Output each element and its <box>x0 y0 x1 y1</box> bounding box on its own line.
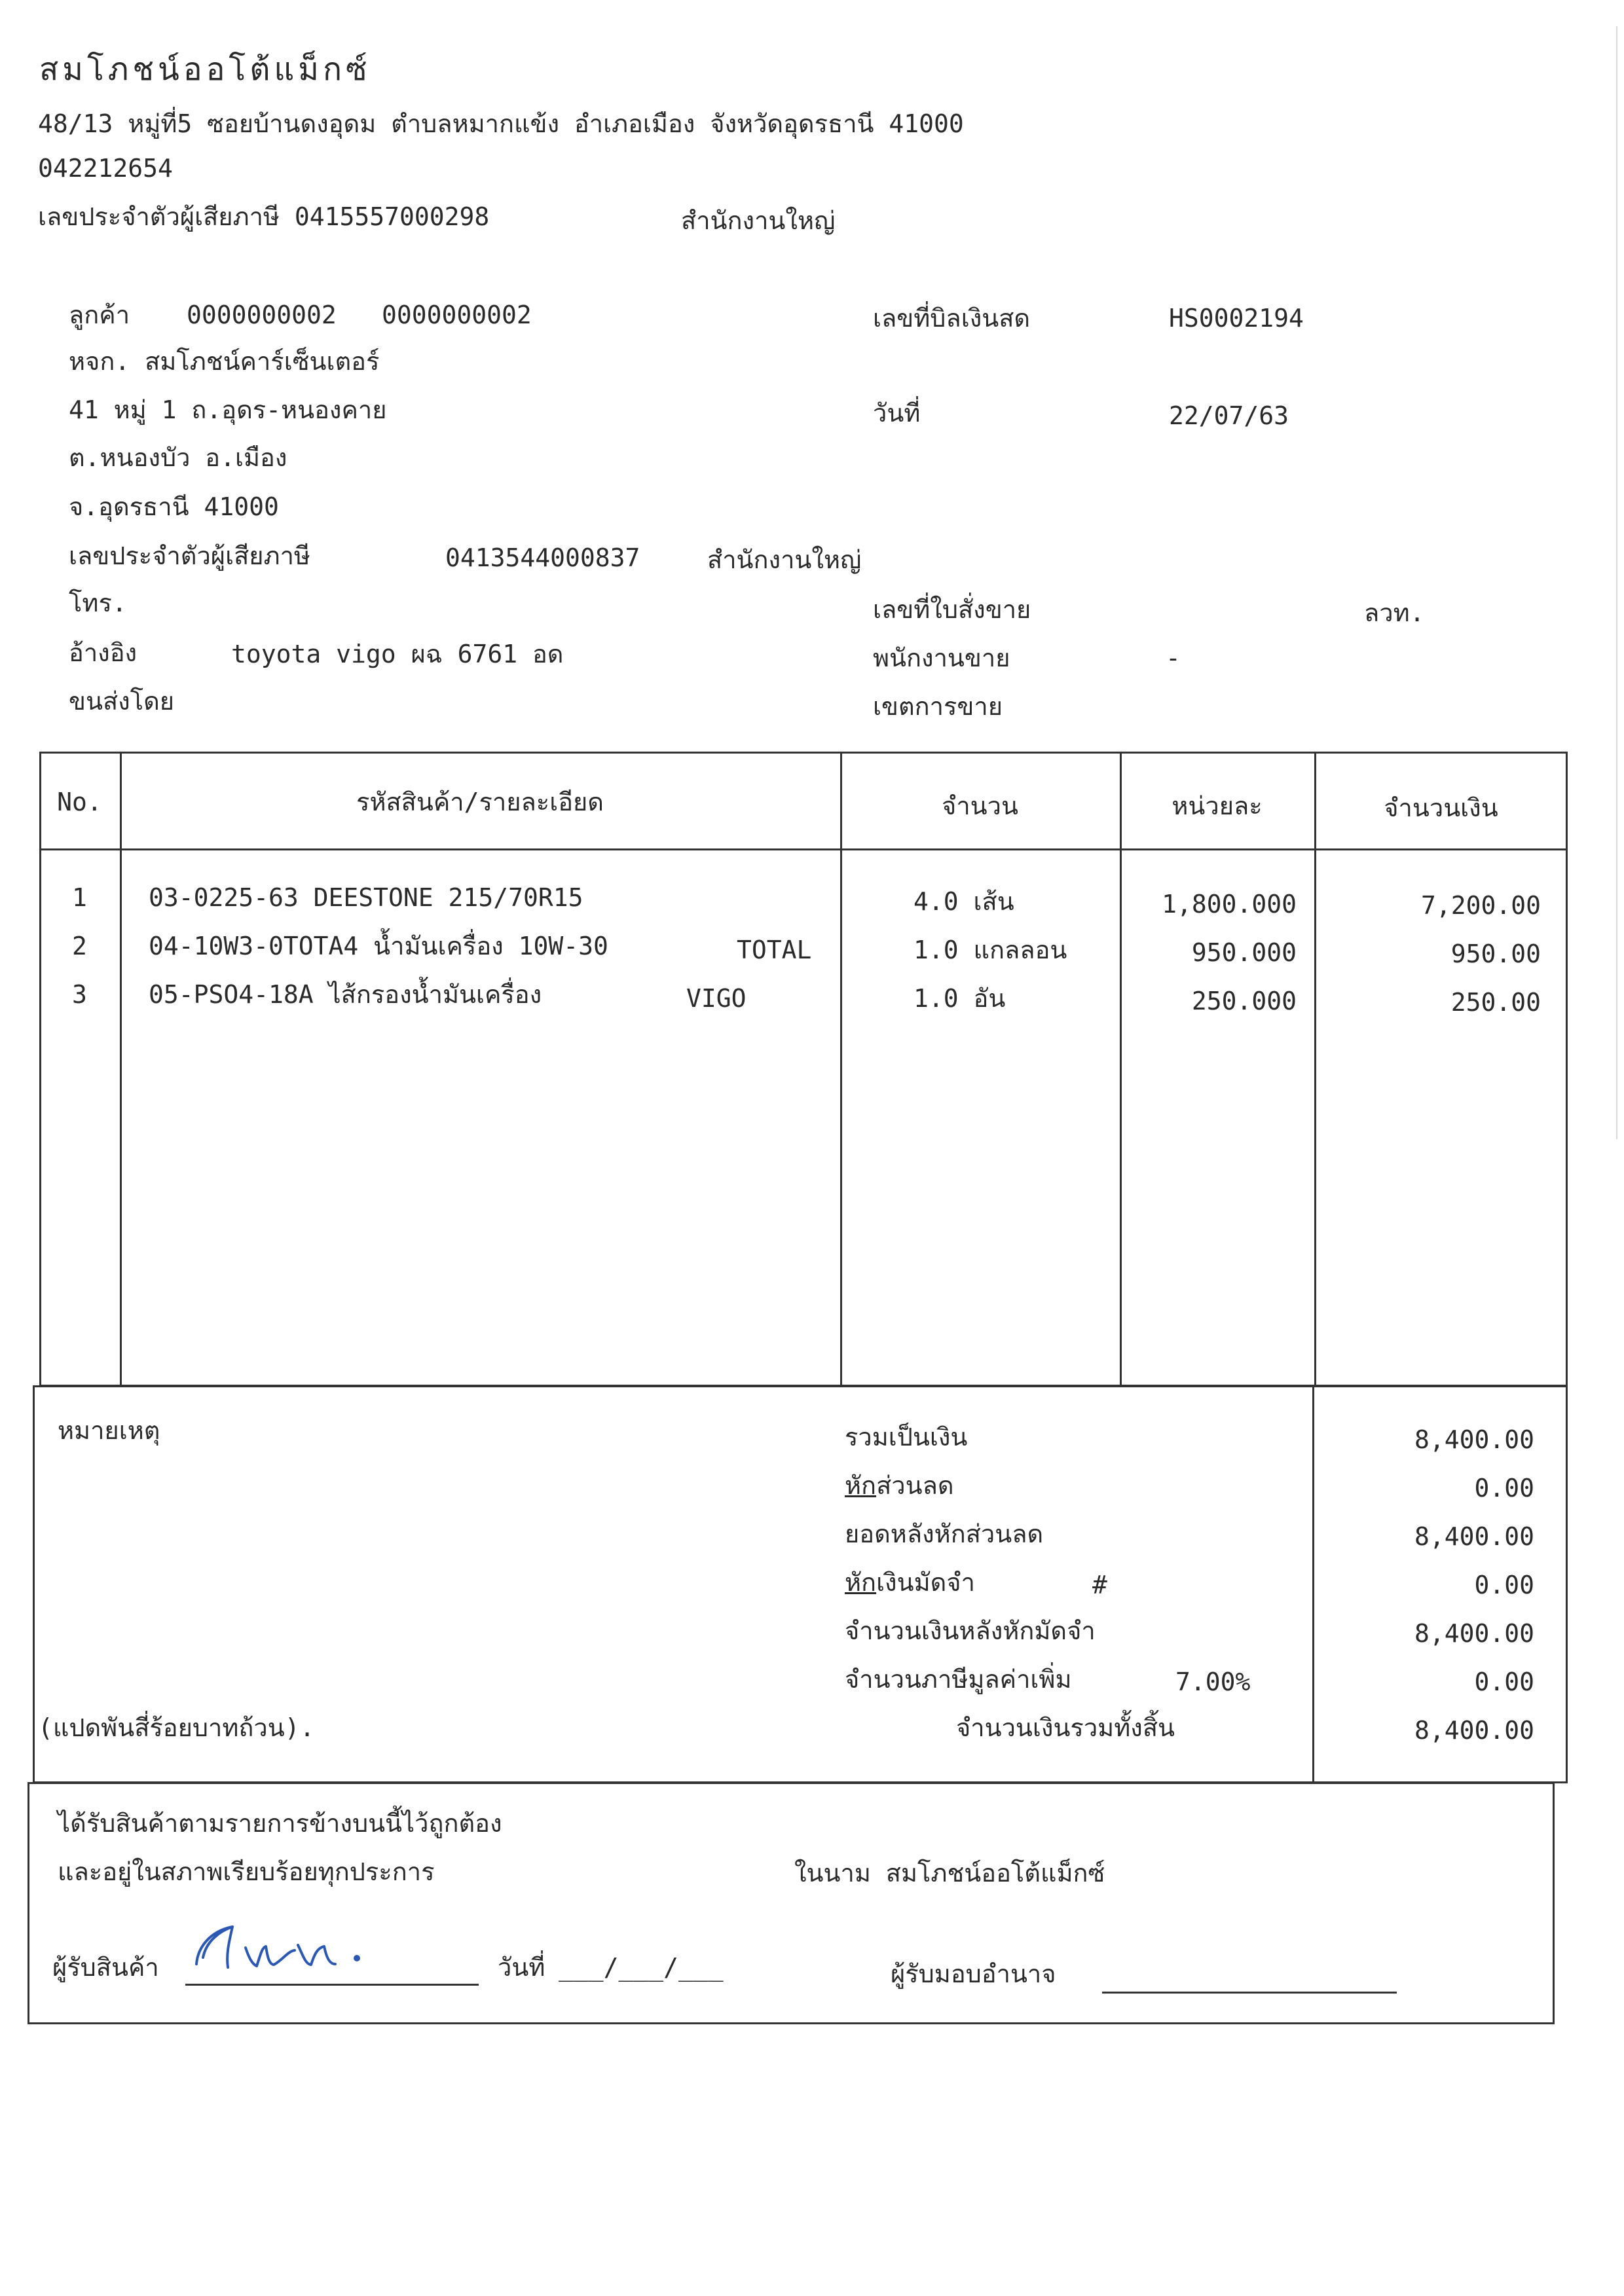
header-amount: จำนวนเงิน <box>1384 793 1498 822</box>
row-2-quantity: 1.0 แกลลอน <box>913 936 1067 964</box>
customer-phone-label: โทร. <box>69 589 127 617</box>
row-3-description: 05-PSO4-18A ไส้กรองน้ำมันเครื่อง <box>149 980 542 1009</box>
customer-ship-label: ขนส่งโดย <box>69 687 175 716</box>
after-discount-label: ยอดหลังหักส่วนลด <box>845 1520 1044 1548</box>
grand-total-value: 8,400.00 <box>1414 1716 1534 1745</box>
discount-text: ส่วนลด <box>876 1471 954 1500</box>
header-quantity: จำนวน <box>942 792 1018 820</box>
salesperson-label: พนักงานขาย <box>873 644 1010 672</box>
company-tax-id: เลขประจำตัวผู้เสียภาษี 0415557000298 <box>38 202 490 231</box>
bill-no-label: เลขที่บิลเงินสด <box>873 304 1031 333</box>
row-2-no: 2 <box>72 932 87 960</box>
customer-ref-value: toyota vigo ผฉ 6761 อด <box>231 640 564 668</box>
scan-edge <box>1616 26 1617 1139</box>
amount-in-words: (แปดพันสี่ร้อยบาทถ้วน). <box>38 1713 315 1742</box>
deposit-value: 0.00 <box>1474 1571 1534 1599</box>
row-1-quantity: 4.0 เส้น <box>913 887 1014 916</box>
header-no: No. <box>57 788 102 816</box>
discount-value: 0.00 <box>1474 1474 1534 1503</box>
remark-label: หมายเหตุ <box>58 1416 160 1445</box>
deposit-prefix: หัก <box>845 1568 877 1597</box>
deposit-label <box>845 1570 975 1595</box>
customer-tax-label: เลขประจำตัวผู้เสียภาษี <box>69 541 310 570</box>
col-divider-4 <box>1314 752 1316 1387</box>
row-3-no: 3 <box>72 980 87 1009</box>
receiver-signature-line <box>185 1984 479 1986</box>
row-1-description: 03-0225-63 DEESTONE 215/70R15 <box>149 883 583 912</box>
customer-tax-id: 0413544000837 <box>445 543 640 572</box>
vat-label: จำนวนภาษีมูลค่าเพิ่ม <box>845 1665 1072 1694</box>
subtotal-label: รวมเป็นเงิน <box>845 1423 968 1451</box>
customer-address-1: 41 หมู่ 1 ถ.อุดร-หนองคาย <box>69 395 387 424</box>
discount-prefix: หัก <box>845 1471 877 1500</box>
receiver-label: ผู้รับสินค้า <box>52 1953 159 1982</box>
company-branch: สำนักงานใหญ่ <box>681 206 836 235</box>
received-line-2: และอยู่ในสภาพเรียบร้อยทุกประการ <box>58 1857 435 1886</box>
bill-date-label: วันที่ <box>873 399 921 428</box>
customer-branch: สำนักงานใหญ่ <box>707 545 862 574</box>
received-line-1: ได้รับสินค้าตามรายการข้างบนนี้ไว้ถูกต้อง <box>58 1809 502 1838</box>
customer-code-2: 0000000002 <box>382 301 532 329</box>
sales-order-label: เลขที่ใบสั่งขาย <box>873 595 1031 624</box>
row-2-extra: TOTAL <box>737 936 812 964</box>
summary-divider <box>1312 1385 1314 1783</box>
col-divider-3 <box>1120 752 1122 1387</box>
on-behalf-of: ในนาม สมโภชน์ออโต้แม็กซ์ <box>794 1859 1105 1887</box>
receive-date-blank: ___/___/___ <box>559 1953 724 1982</box>
after-deposit-value: 8,400.00 <box>1414 1619 1534 1648</box>
table-header-divider <box>39 848 1568 850</box>
customer-ref-label: อ้างอิง <box>69 638 138 667</box>
bill-no-value: HS0002194 <box>1169 304 1304 333</box>
company-name: สมโภชน์ออโต้แม็กซ์ <box>39 51 371 88</box>
authorized-signature-line <box>1102 1992 1397 1994</box>
col-divider-1 <box>120 752 122 1387</box>
receiver-signature <box>183 1902 380 1980</box>
row-1-unit-price: 1,800.000 <box>1162 890 1297 919</box>
col-divider-2 <box>840 752 842 1387</box>
header-unit-price: หน่วยละ <box>1172 792 1263 820</box>
row-1-no: 1 <box>72 883 87 912</box>
customer-label: ลูกค้า <box>69 301 130 329</box>
authorized-label: ผู้รับมอบอำนาจ <box>891 1959 1056 1988</box>
after-discount-value: 8,400.00 <box>1414 1522 1534 1551</box>
row-1-amount: 7,200.00 <box>1420 891 1541 920</box>
grand-total-label: จำนวนเงินรวมทั้งสิ้น <box>956 1713 1175 1742</box>
row-3-quantity: 1.0 อัน <box>913 984 1006 1013</box>
row-3-unit-price: 250.000 <box>1191 987 1297 1015</box>
row-2-description: 04-10W3-0TOTA4 น้ำมันเครื่อง 10W-30 <box>149 932 608 960</box>
vat-rate: 7.00% <box>1175 1667 1251 1696</box>
sales-order-value: ลวท. <box>1364 598 1425 627</box>
customer-name: หจก. สมโภชน์คาร์เซ็นเตอร์ <box>69 347 380 376</box>
subtotal-value: 8,400.00 <box>1414 1425 1534 1454</box>
receive-date-label: วันที่ <box>498 1953 545 1982</box>
header-description: รหัสสินค้า/รายละเอียด <box>356 788 604 816</box>
sales-area-label: เขตการขาย <box>873 692 1003 721</box>
after-deposit-label: จำนวนเงินหลังหักมัดจำ <box>845 1616 1096 1645</box>
row-3-amount: 250.00 <box>1450 988 1541 1017</box>
company-phone: 042212654 <box>38 154 173 183</box>
items-table <box>39 752 1568 1387</box>
deposit-text: เงินมัดจำ <box>876 1568 975 1597</box>
salesperson-value: - <box>1166 644 1181 672</box>
row-2-amount: 950.00 <box>1450 939 1541 968</box>
row-3-extra: VIGO <box>686 984 747 1013</box>
customer-address-2: ต.หนองบัว อ.เมือง <box>69 443 287 472</box>
row-2-unit-price: 950.000 <box>1191 938 1297 967</box>
customer-code-1: 0000000002 <box>187 301 337 329</box>
vat-value: 0.00 <box>1474 1667 1534 1696</box>
customer-address-3: จ.อุดรธานี 41000 <box>69 492 279 521</box>
bill-date-value: 22/07/63 <box>1169 401 1289 430</box>
discount-label <box>845 1473 954 1498</box>
company-address: 48/13 หมู่ที่5 ซอยบ้านดงอุดม ตำบลหมากแข้ง อำเภอเมือง จังหวัดอุดรธานี 41000 <box>38 109 964 138</box>
deposit-hash: # <box>1092 1571 1107 1599</box>
